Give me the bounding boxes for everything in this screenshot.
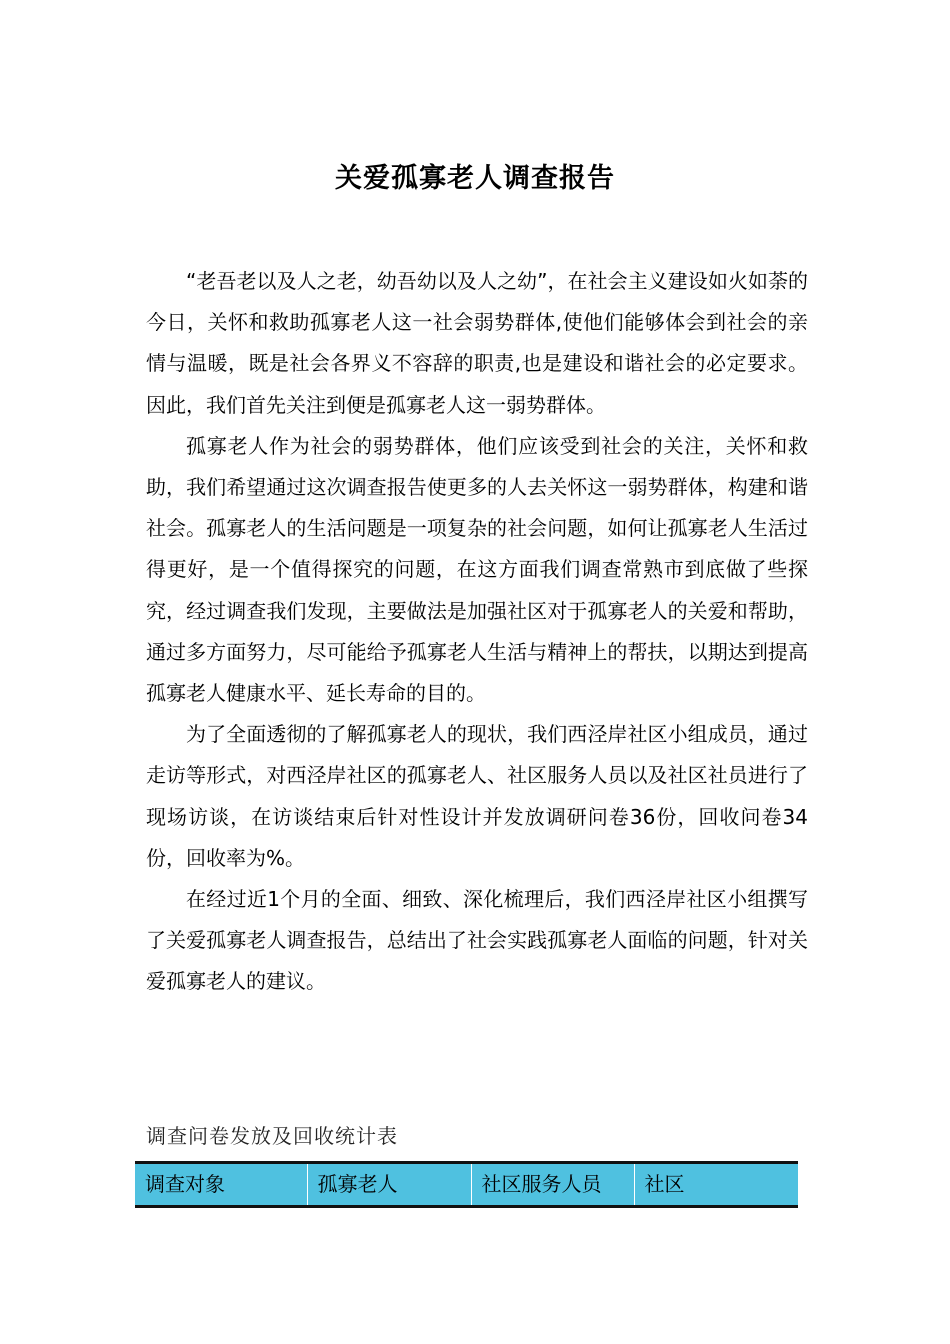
- document-title: 关爱孤寡老人调查报告: [335, 163, 615, 194]
- document-body: [146, 261, 808, 1003]
- table-header-cell: 社区: [634, 1163, 798, 1207]
- paragraph: “老吾老以及人之老，幼吾幼以及人之幼”，在社会主义建设如火如荼的今日，关怀和救助孤寡老人这一社会弱势群体,使他们能够体会到社会的亲情与温暖，既是社会各界义不容辞的职责,也是建设和谐社会的必定要求。因此，我们首先关注到便是孤寡老人这一弱势群体。: [146, 269, 808, 417]
- table-header-cell: 调查对象: [145, 1172, 225, 1196]
- paragraph: 为了全面透彻的了解孤寡老人的现状，我们西泾岸社区小组成员，通过走访等形式，对西泾岸社区的孤寡老人、社区服务人员以及社区社员进行了现场访谈，在访谈结束后针对性设计并发放调研问卷36份，回收问卷34份，回收率为%。: [146, 722, 808, 870]
- table-header-cell: 社区服务人员: [471, 1163, 634, 1207]
- table-header-cell: 孤寡老人: [307, 1163, 471, 1207]
- survey-stats-table: [135, 1161, 798, 1208]
- table-header-row: [135, 1163, 798, 1207]
- table-caption: 调查问卷发放及回收统计表: [146, 1124, 398, 1148]
- paragraph: 孤寡老人作为社会的弱势群体，他们应该受到社会的关注，关怀和救助，我们希望通过这次调查报告使更多的人去关怀这一弱势群体，构建和谐社会。孤寡老人的生活问题是一项复杂的社会问题，如何让孤寡老人生活过得更好，是一个值得探究的问题，在这方面我们调查常熟市到底做了些探究，经过调查我们发现，主要做法是加强社区对于孤寡老人的关爱和帮助，通过多方面努力，尽可能给予孤寡老人生活与精神上的帮扶，以期达到提高孤寡老人健康水平、延长寿命的目的。: [146, 433, 808, 706]
- paragraph: 在经过近1个月的全面、细致、深化梳理后，我们西泾岸社区小组撰写了关爱孤寡老人调查报告，总结出了社会实践孤寡老人面临的问题，针对关爱孤寡老人的建议。: [146, 887, 808, 994]
